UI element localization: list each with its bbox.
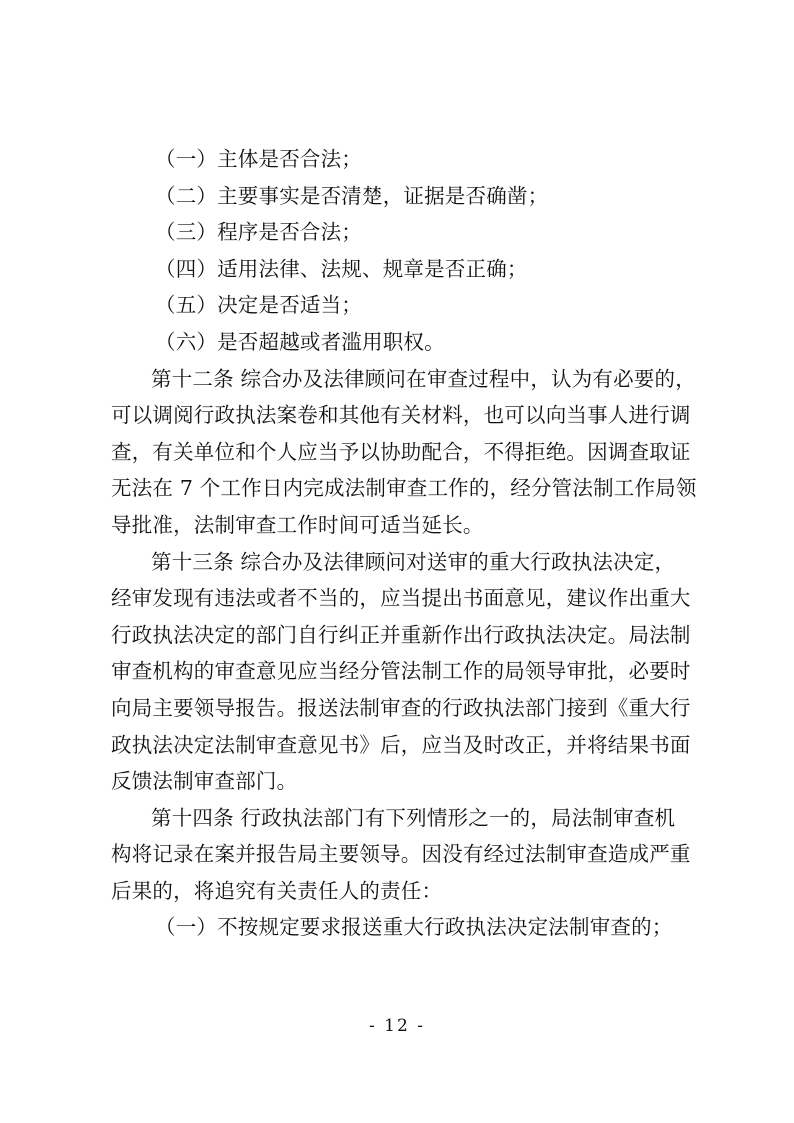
paragraph-line: 导批准，法制审查工作时间可适当延长。 — [111, 512, 484, 537]
paragraph-line: 查，有关单位和个人应当予以协助配合，不得拒绝。因调查取证 — [111, 439, 691, 464]
paragraph-line: 第十二条 综合办及法律顾问在审查过程中，认为有必要的， — [151, 366, 696, 391]
page-number: - 12 - — [369, 1016, 425, 1036]
list-item: （一）不按规定要求报送重大行政执法决定法制审查的； — [155, 915, 673, 940]
paragraph-line: 可以调阅行政执法案卷和其他有关材料，也可以向当事人进行调 — [111, 403, 691, 428]
list-item: （四）适用法律、法规、规章是否正确； — [155, 256, 528, 281]
paragraph-line: 经审发现有违法或者不当的，应当提出书面意见，建议作出重大 — [111, 586, 691, 611]
article-14 — [111, 800, 696, 910]
paragraph-line: 第十四条 行政执法部门有下列情形之一的，局法制审查机 — [151, 805, 676, 830]
paragraph-line: 无法在 7 个工作日内完成法制审查工作的，经分管法制工作局领 — [111, 476, 697, 501]
list-item: （一）主体是否合法； — [155, 147, 362, 171]
paragraph-line: 构将记录在案并报告局主要领导。因没有经过法制审查造成严重 — [111, 842, 691, 867]
paragraph-line: 第十三条 综合办及法律顾问对送审的重大行政执法决定， — [151, 549, 676, 574]
document-body — [111, 141, 696, 946]
list-item: （二）主要事实是否清楚，证据是否确凿； — [155, 183, 549, 208]
paragraph-line: 审查机构的审查意见应当经分管法制工作的局领导审批，必要时 — [111, 659, 691, 684]
list-item: （三）程序是否合法； — [155, 220, 362, 245]
paragraph-line: 反馈法制审查部门。 — [111, 769, 298, 794]
paragraph-line: 向局主要领导报告。报送法制审查的行政执法部门接到《重大行 — [111, 695, 691, 720]
paragraph-line: 行政执法决定的部门自行纠正并重新作出行政执法决定。局法制 — [111, 622, 691, 647]
article-12 — [111, 361, 696, 544]
paragraph-line: 政执法决定法制审查意见书》后，应当及时改正，并将结果书面 — [111, 732, 691, 757]
list-item: （五）决定是否适当； — [155, 293, 362, 318]
paragraph-line: 后果的，将追究有关责任人的责任： — [111, 878, 443, 903]
article-13 — [111, 544, 696, 800]
list-item: （六）是否超越或者滥用职权。 — [155, 329, 445, 354]
